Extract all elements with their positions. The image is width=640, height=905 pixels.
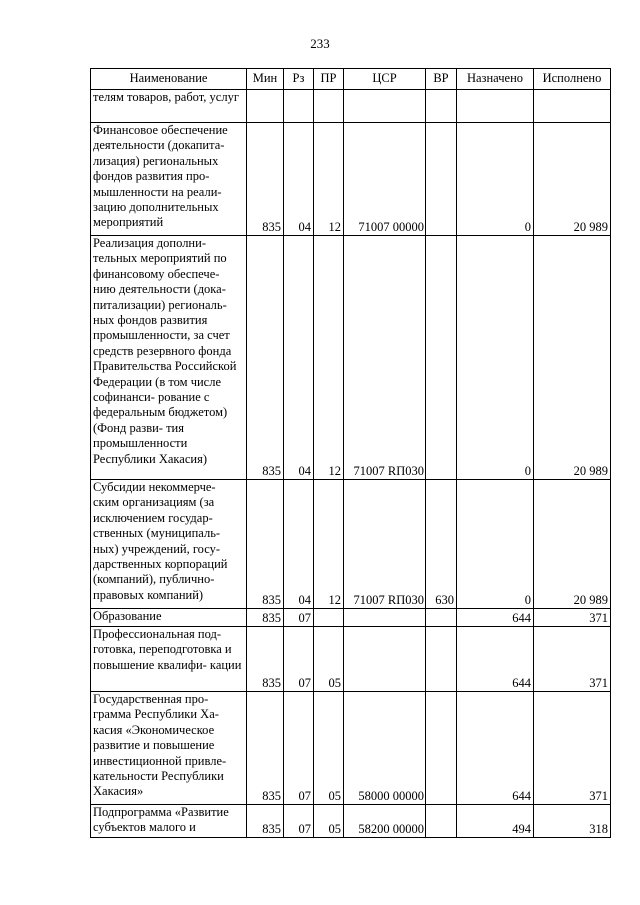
row-csr: 71007 RП030 bbox=[344, 480, 426, 609]
row-rz: 04 bbox=[284, 123, 314, 236]
row-rz: 07 bbox=[284, 805, 314, 838]
page-number: 233 bbox=[310, 36, 330, 51]
row-planned: 494 bbox=[457, 805, 534, 838]
row-vr bbox=[426, 609, 457, 627]
row-planned bbox=[457, 90, 534, 123]
header-name: Наименование bbox=[91, 69, 247, 90]
row-csr: 71007 RП030 bbox=[344, 236, 426, 480]
row-planned: 644 bbox=[457, 627, 534, 692]
table-row bbox=[91, 123, 611, 236]
row-pr bbox=[314, 90, 344, 123]
row-planned: 0 bbox=[457, 480, 534, 609]
budget-table bbox=[90, 68, 611, 838]
table-row bbox=[91, 90, 611, 123]
row-vr bbox=[426, 627, 457, 692]
row-executed: 371 bbox=[534, 627, 611, 692]
row-rz bbox=[284, 90, 314, 123]
header-executed: Исполнено bbox=[534, 69, 611, 90]
row-name: Финансовое обеспечение деятельности (докапита- лизация) региональных фондов развития про- мышленности на реали- зацию дополнительных мероприятий bbox=[91, 123, 247, 236]
row-min bbox=[247, 90, 284, 123]
row-pr: 12 bbox=[314, 480, 344, 609]
row-csr: 71007 00000 bbox=[344, 123, 426, 236]
row-executed: 371 bbox=[534, 609, 611, 627]
table-row bbox=[91, 236, 611, 480]
row-pr: 05 bbox=[314, 692, 344, 805]
row-planned: 644 bbox=[457, 609, 534, 627]
table-row bbox=[91, 627, 611, 692]
header-pr: ПР bbox=[314, 69, 344, 90]
row-csr bbox=[344, 627, 426, 692]
row-executed: 20 989 bbox=[534, 480, 611, 609]
row-csr: 58200 00000 bbox=[344, 805, 426, 838]
row-rz: 04 bbox=[284, 480, 314, 609]
row-min: 835 bbox=[247, 480, 284, 609]
row-name: Субсидии некоммерче- ским организациям (за исключением государ- ственных (муниципаль- ных) учреждений, госу- дарственных корпораций (компаний), публично- правовых компаний) bbox=[91, 480, 247, 609]
table-header-row bbox=[91, 69, 611, 90]
header-csr: ЦСР bbox=[344, 69, 426, 90]
header-rz: Рз bbox=[284, 69, 314, 90]
row-executed: 371 bbox=[534, 692, 611, 805]
row-pr: 05 bbox=[314, 805, 344, 838]
row-min: 835 bbox=[247, 236, 284, 480]
row-vr bbox=[426, 692, 457, 805]
row-pr: 05 bbox=[314, 627, 344, 692]
row-name: Подпрограмма «Развитие субъектов малого и bbox=[91, 805, 247, 838]
row-executed: 318 bbox=[534, 805, 611, 838]
table-row bbox=[91, 609, 611, 627]
table-row bbox=[91, 692, 611, 805]
row-min: 835 bbox=[247, 123, 284, 236]
row-name: телям товаров, работ, услуг bbox=[91, 90, 247, 123]
header-planned: Назначено bbox=[457, 69, 534, 90]
row-planned: 0 bbox=[457, 123, 534, 236]
row-planned: 0 bbox=[457, 236, 534, 480]
row-rz: 04 bbox=[284, 236, 314, 480]
row-vr bbox=[426, 805, 457, 838]
row-min: 835 bbox=[247, 805, 284, 838]
row-min: 835 bbox=[247, 692, 284, 805]
row-name: Государственная про- грамма Республики Ха- касия «Экономическое развитие и повышение инвестиционной привле- кательности Республики Хакасия» bbox=[91, 692, 247, 805]
row-name: Реализация дополни- тельных мероприятий по финансовому обеспече- нию деятельности (дока- питализации) региональ- ных фондов развития промышленности, за счет средств резервного фонда Правительства Российской Федерации (в том числе софинанси- рование с федеральным бюджетом) (Фонд разви- тия промышленности Республики Хакасия) bbox=[91, 236, 247, 480]
header-vr: ВР bbox=[426, 69, 457, 90]
row-min: 835 bbox=[247, 627, 284, 692]
row-rz: 07 bbox=[284, 627, 314, 692]
row-executed bbox=[534, 90, 611, 123]
row-csr bbox=[344, 90, 426, 123]
row-min: 835 bbox=[247, 609, 284, 627]
row-name: Профессиональная под- готовка, переподготовка и повышение квалифи- кации bbox=[91, 627, 247, 692]
header-min: Мин bbox=[247, 69, 284, 90]
row-csr: 58000 00000 bbox=[344, 692, 426, 805]
row-vr bbox=[426, 236, 457, 480]
row-pr bbox=[314, 609, 344, 627]
table-row bbox=[91, 480, 611, 609]
row-planned: 644 bbox=[457, 692, 534, 805]
row-pr: 12 bbox=[314, 123, 344, 236]
row-rz: 07 bbox=[284, 609, 314, 627]
row-csr bbox=[344, 609, 426, 627]
table-row bbox=[91, 805, 611, 838]
row-vr bbox=[426, 90, 457, 123]
row-name: Образование bbox=[91, 609, 247, 627]
row-rz: 07 bbox=[284, 692, 314, 805]
row-pr: 12 bbox=[314, 236, 344, 480]
row-vr: 630 bbox=[426, 480, 457, 609]
row-executed: 20 989 bbox=[534, 123, 611, 236]
row-vr bbox=[426, 123, 457, 236]
row-executed: 20 989 bbox=[534, 236, 611, 480]
